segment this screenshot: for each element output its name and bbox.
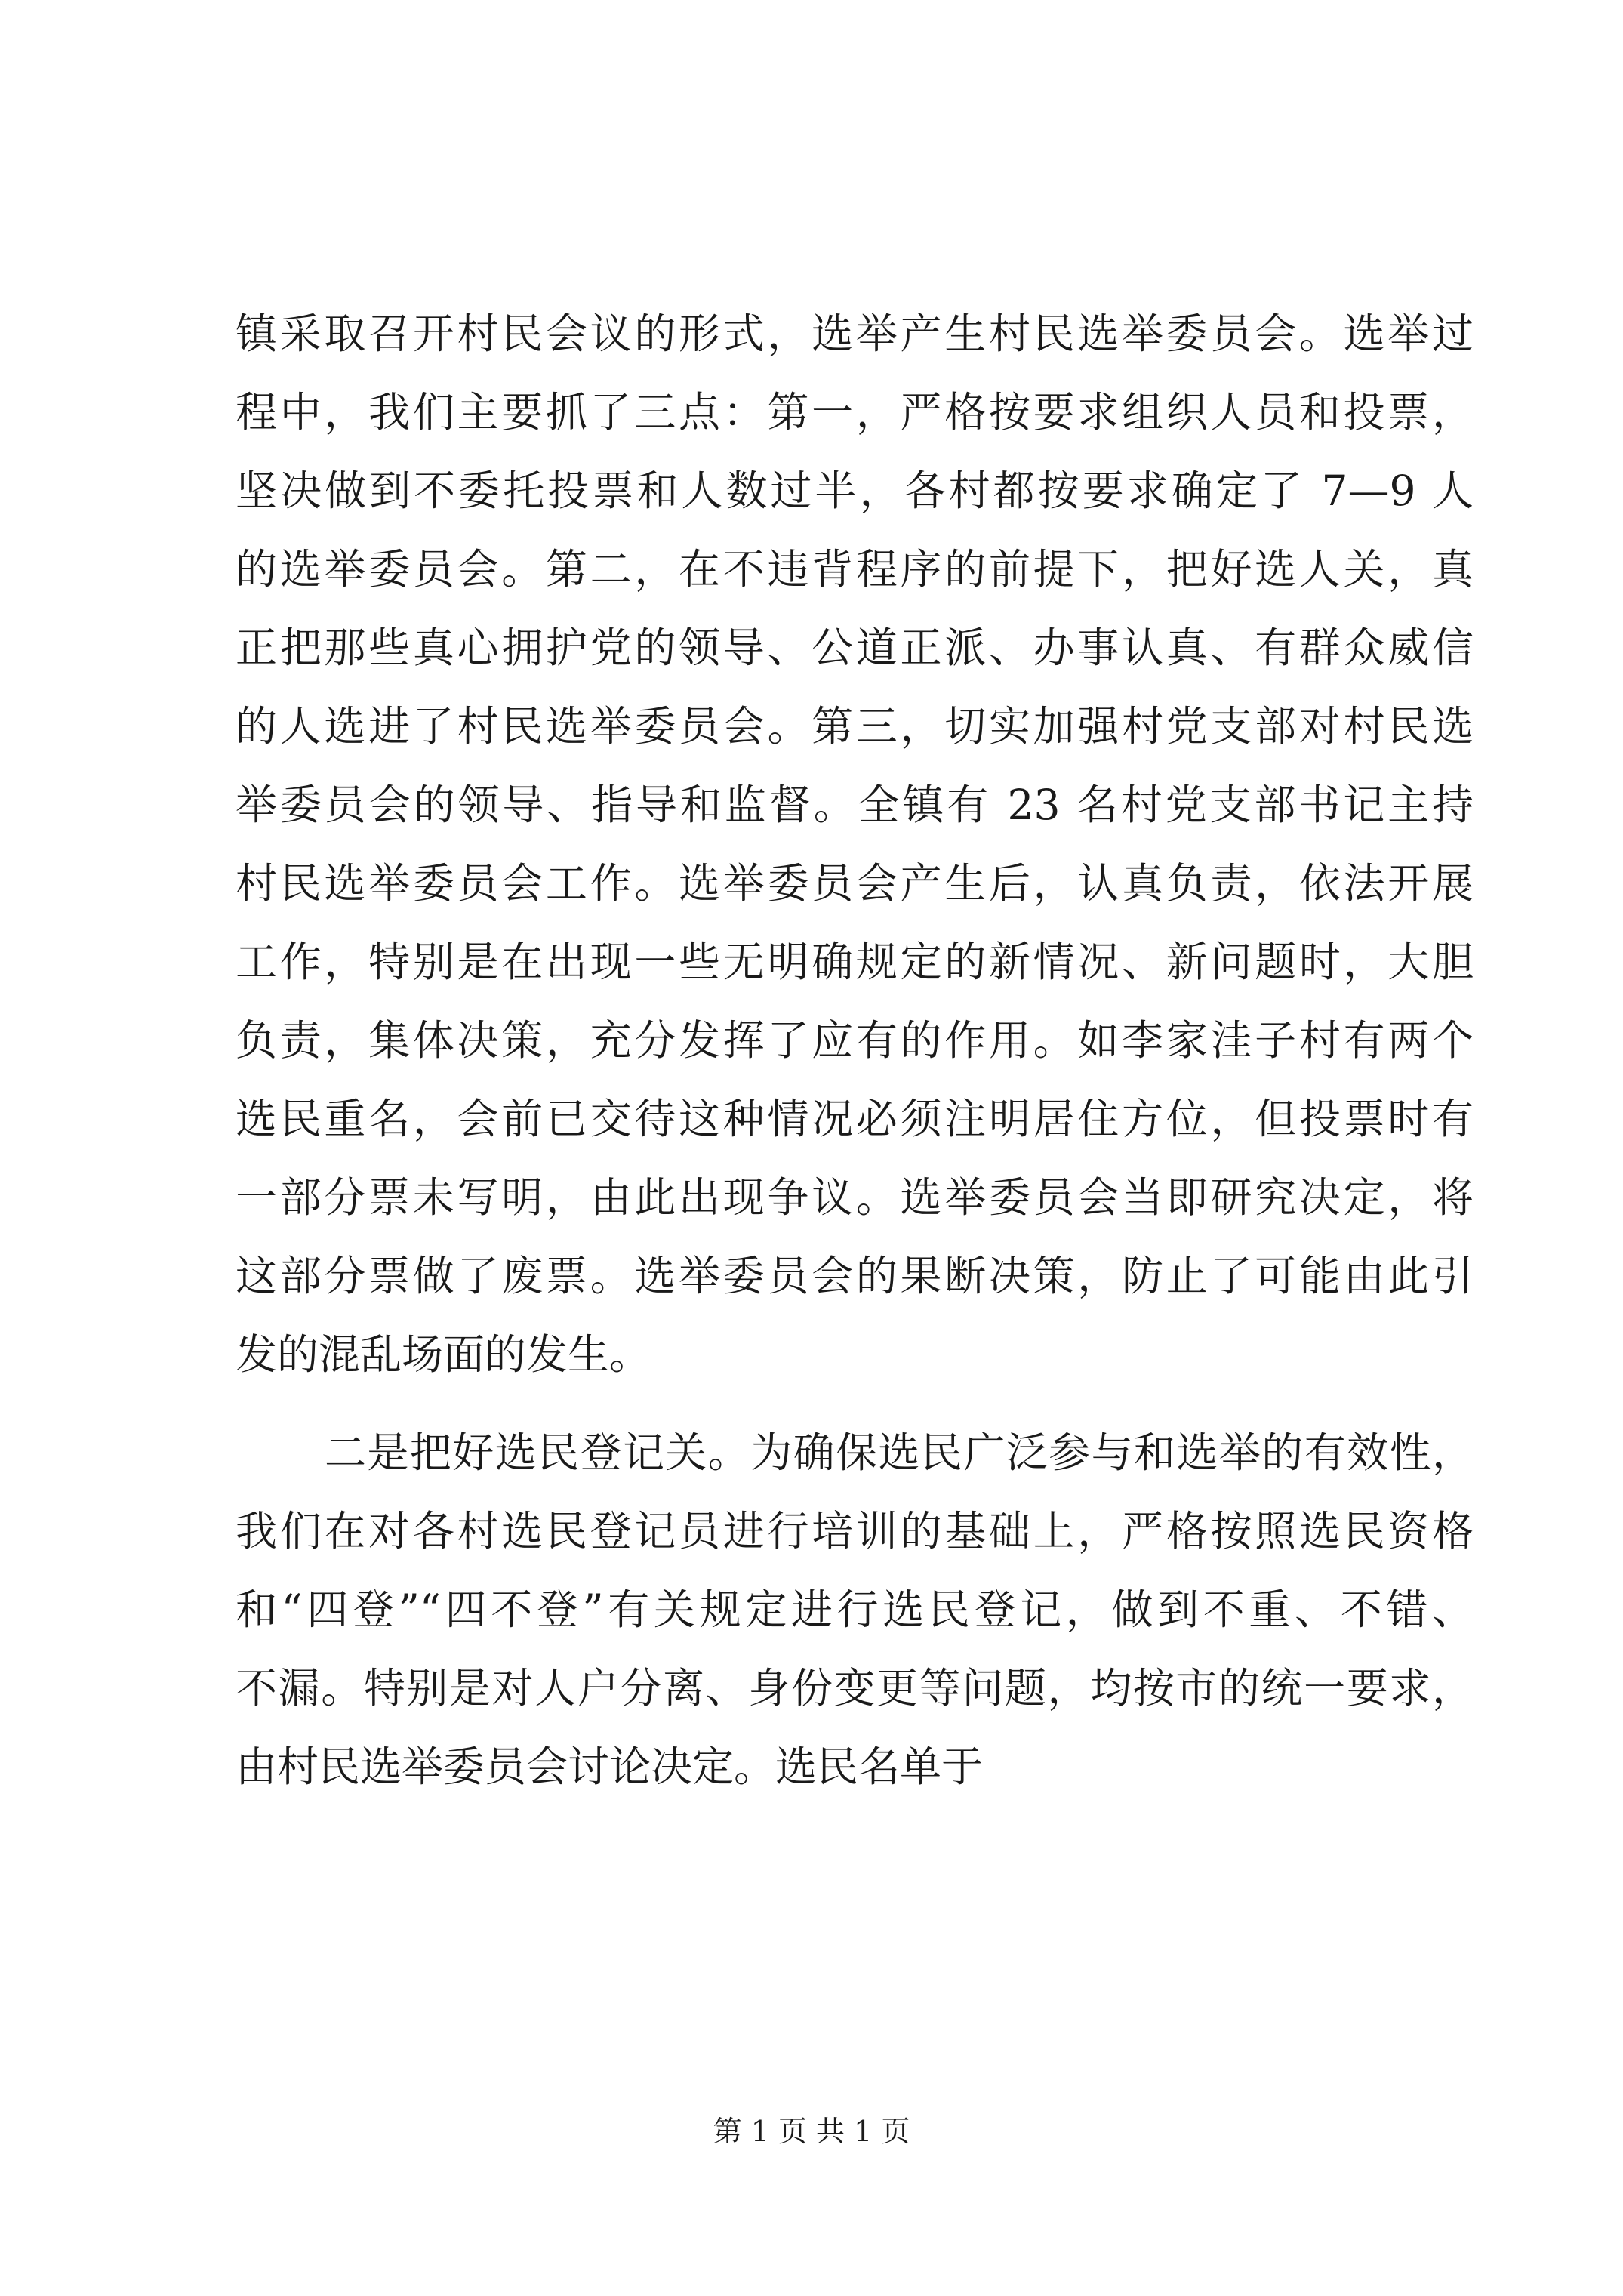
paragraph-2 bbox=[236, 1413, 1474, 1806]
text-line: 工作，特别是在出现一些无明确规定的新情况、新问题时，大胆 bbox=[236, 938, 1474, 986]
text-line: 由村民选举委员会讨论决定。选民名单于 bbox=[236, 1743, 984, 1791]
text-line: 的选举委员会。第二，在不违背程序的前提下，把好选人关，真 bbox=[236, 545, 1474, 593]
text-line: 的人选进了村民选举委员会。第三，切实加强村党支部对村民选 bbox=[236, 702, 1474, 750]
page-footer bbox=[0, 2113, 1623, 2150]
text-line: 不漏。特别是对人户分离、身份变更等问题，均按市的统一要求， bbox=[236, 1664, 1474, 1712]
text-line: 二是把好选民登记关。为确保选民广泛参与和选举的有效性， bbox=[325, 1428, 1474, 1477]
text-line: 一部分票未写明，由此出现争议。选举委员会当即研究决定，将 bbox=[236, 1173, 1474, 1222]
text-line: 发的混乱场面的发生。 bbox=[236, 1330, 651, 1379]
text-line: 正把那些真心拥护党的领导、公道正派、办事认真、有群众威信 bbox=[236, 624, 1474, 672]
text-line: 负责，集体决策，充分发挥了应有的作用。如李家洼子村有两个 bbox=[236, 1016, 1474, 1065]
paragraph-1 bbox=[236, 294, 1474, 1394]
text-line: 坚决做到不委托投票和人数过半，各村都按要求确定了 7—9 人 bbox=[236, 467, 1474, 515]
text-line: 选民重名，会前已交待这种情况必须注明居住方位，但投票时有 bbox=[236, 1095, 1474, 1143]
text-line: 程中，我们主要抓了三点：第一，严格按要求组织人员和投票， bbox=[236, 388, 1474, 436]
text-line: 我们在对各村选民登记员进行培训的基础上，严格按照选民资格 bbox=[236, 1507, 1474, 1555]
text-line: 这部分票做了废票。选举委员会的果断决策，防止了可能由此引 bbox=[236, 1252, 1474, 1300]
text-line: 镇采取召开村民会议的形式，选举产生村民选举委员会。选举过 bbox=[236, 310, 1474, 358]
page-number-label: 第 1 页 共 1 页 bbox=[713, 2115, 910, 2148]
text-line: 和“四登”“四不登”有关规定进行选民登记，做到不重、不错、 bbox=[236, 1586, 1474, 1634]
text-line: 举委员会的领导、指导和监督。全镇有 23 名村党支部书记主持 bbox=[236, 781, 1474, 829]
body-text bbox=[236, 294, 1474, 1806]
text-line: 村民选举委员会工作。选举委员会产生后，认真负责，依法开展 bbox=[236, 859, 1474, 908]
